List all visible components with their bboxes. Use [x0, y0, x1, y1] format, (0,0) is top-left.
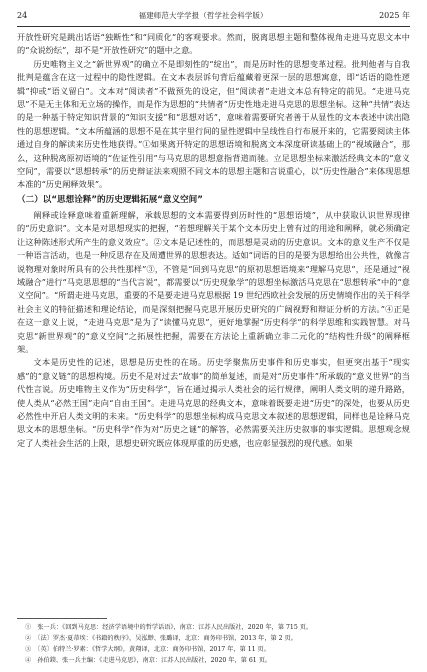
section-heading: （二）以“思想诠释”的历史逻辑拓展“意义空间”: [17, 194, 203, 205]
page-header: [17, 10, 410, 24]
footnote: ③ 〔英〕伯特兰·罗素：《哲学大纲》，黄翔译，北京：商务印书馆，2017 年，第 11 页。: [25, 646, 270, 653]
paragraph: 开放性研究是跳出话语“独断性”和“同质化”的客观要求。然而，脱离思想主题和整体视角走进马克思文本中的“众说纷纭”，却不是“开放性研究”的题中之意。: [17, 32, 410, 56]
paragraph: 历史唯物主义之“新世界观”的确立不是即刻性的“绽出”，而是历时性的思想变革过程。批判他者与自我批判是蕴含在这一过程中的隐性逻辑。在文本表层诉句背后蕴藏着更深一层的思想寓意，即“话语的隐性逻辑”抑或“语义留白”。文本对“阅读者”不做预先的设定，但“阅读者”走进文本总有特定的前见。“走进马克思”不是无主体和无立场的操作，而是作为思想的“共情者”历史性地走进马克思的思想坐标。这种“共情”表达的是一种基于特定知识背景的“知识支援”和“思想对话”，意味着需要研究者善于从显性的文本表述中读出隐性的思想逻辑。“文本所蕴涵的思想不是在其字里行间的显性逻辑中呈线性自行布展开来的，它需要阅读主体通过自身的解读来历史性地获得。”①如果离开特定的思想语境和脱离文本深度研读基础上的“视域融合”，那么，这种脱离原初语境的“佐证性引用”与马克思的思想意指背道而驰。立足思想坐标来激活经典文本的“意义空间”，需要以“思想转承”的历史辩证法来观照不同文本的思想主题和言说重心，以“历史性融合”来体现思想本准的“历史阐释效果”。: [17, 58, 410, 190]
paragraph: 阐释或诠释意味着重新理解，承载思想的文本需要得到历时性的“思想语境”，从中获取认识世界现律的“历史意识”。文本是对思想现实的把握，“若想理解关于某个文本历史上曾有过的用途和阐释，就必须确定让这种陈述形式所产生的意义效应”。②文本是记述性的，而思想是灵动的历史意识。文本的意义生产不仅是一种语言活动，也是一种反思存在及周遭世界的思想表达。适如“词语的目的是要为思想给出公共性，就像言说物理对象时所具有的公共性那样”③，不管是“回到马克思”的原初思想语境来“理解马克思”，还是通过“视域融合”进行“马克思思想的“当代言说”，都需要以“历史现象学”的思想坐标激活马克思在“思想转承”中的“意义空间”。“所谓走进马克思，重要的不是要走进马克思根据 19 世纪西欧社会发展的历史情境作出的关于科学社会主义的特征描述和理论结论，而是深刻把握马克思开展历史研究的广阔视野和辩证分析的方法。”④正是在这一意义上说，“走进马克思”是为了“读懂马克思”，更好地掌握“历史科学”的科学思维和实践智慧。对马克思“新世界观”的“意义空间”之拓展性把握，需要在方法论上重新确立非二元化的“结构性升级”的阐释框架。: [17, 209, 410, 354]
header-rule: [17, 26, 410, 27]
footnote: ② 〔法〕罗杰·夏蒂埃：《书籍的秩序》，吴泓缈、张璐译，北京：商务印书馆，2013 年，第 2 页。: [25, 635, 297, 642]
journal-title: 福建师范大学学报（哲学社会科学版）: [138, 11, 268, 20]
publication-year: 2025 年: [379, 11, 410, 20]
footnote: ④ 孙伯鍨、张一兵主编：《走进马克思》，南京：江苏人民出版社，2020 年，第 61 页。: [25, 657, 272, 664]
page-number: 24: [17, 11, 28, 20]
article-body: [17, 31, 410, 450]
footnote-rule: [17, 618, 107, 619]
paragraph: 文本是历史性的记述，思想是历史性的在场。历史学聚焦历史事件和历史事实，但更突出基于“现实感”的“意义链”的思想构境。历史不是对过去“故事”的简单复述，而是对“历史事件”所承载的“意义世界”的当代性言说。历史唯物主义作为“历史科学”，旨在通过揭示人类社会的运行规律，阐明人类文明的递升路路，使人类从“必然王国”走向“自由王国”。走进马克思的经典文本，意味着既要走进“历史”的深处，也要从历史必然性中开启人类文明的未来。“历史科学”的思想坐标构成马克思文本叙述的思想逻辑，同样也是诠释马克思文本的思想坐标。“历史科学”作为对“历史之谜”的解答，必然需要关注历史叙事的事实逻辑。思想观念规定了人类社会生活的上限，思想史研究既应体现厚重的历史感，也应彰显强烈的现代感。如果: [17, 357, 410, 448]
footnote: ① 张一兵：《回到马克思：经济学语境中的哲学话语》，南京：江苏人民出版社，2020 年，第 715 页。: [25, 624, 313, 631]
footnotes: [17, 618, 410, 666]
